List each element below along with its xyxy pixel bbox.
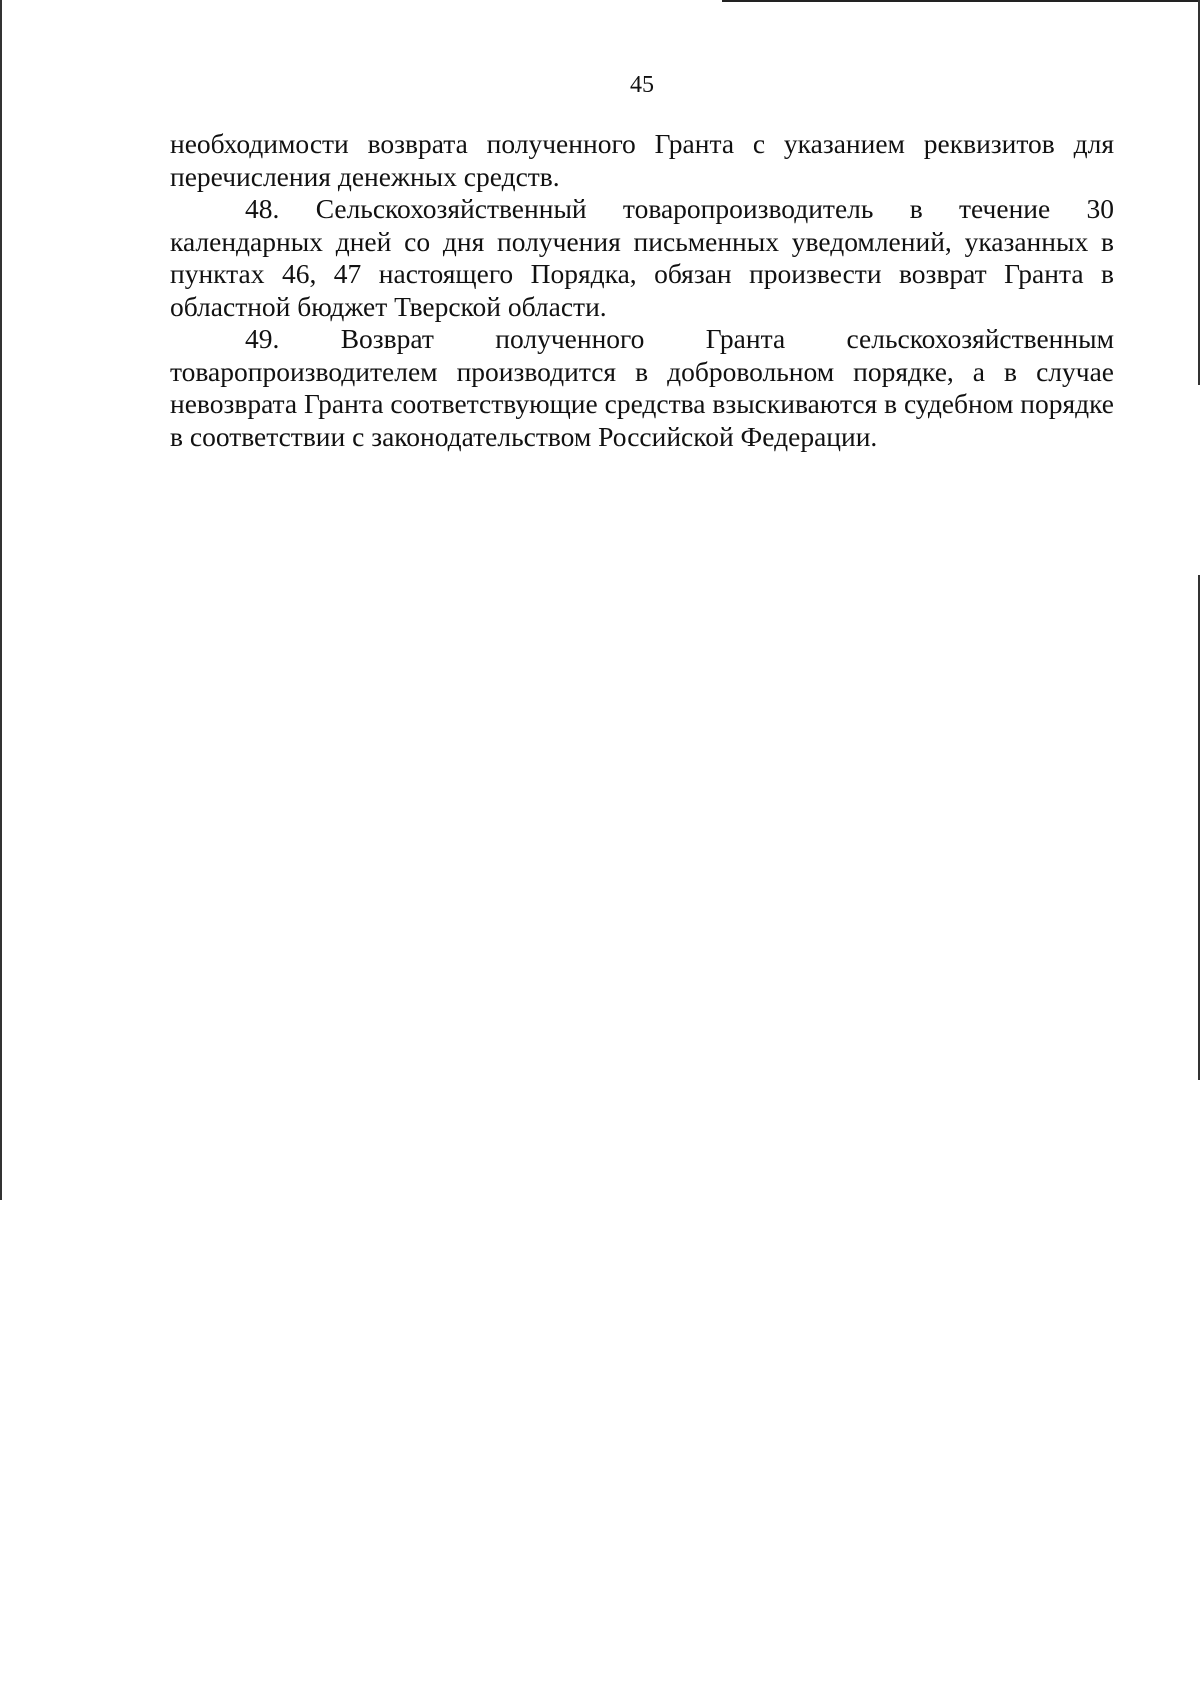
document-body bbox=[170, 128, 1114, 453]
paragraph-number: 48. bbox=[245, 193, 280, 224]
page-number: 45 bbox=[630, 72, 654, 98]
paragraph-48 bbox=[170, 193, 1114, 323]
scan-edge-left bbox=[0, 0, 2, 1200]
paragraph-49 bbox=[170, 323, 1114, 453]
paragraph-text: необходимости возврата полученного Гранта с указанием реквизитов для перечисления денежных средств. bbox=[170, 128, 1114, 192]
scan-edge-top bbox=[722, 0, 1200, 2]
paragraph-text: Сельскохозяйственный товаропроизводитель в течение 30 календарных дней со дня получения письменных уведомлений, указанных в пунктах 46, 47 настоящего Порядка, обязан произвести возврат Гранта в областной бюджет Тверской области. bbox=[170, 193, 1115, 322]
paragraph-text: Возврат полученного Гранта сельскохозяйственным товаропроизводителем производится в добровольном порядке, а в случае невозврата Гранта соответствующие средства взыскиваются в судебном порядке в соответствии с законодательством Российской Федерации. bbox=[170, 323, 1114, 452]
paragraph-number: 49. bbox=[245, 323, 280, 354]
paragraph-continuation bbox=[170, 128, 1114, 193]
